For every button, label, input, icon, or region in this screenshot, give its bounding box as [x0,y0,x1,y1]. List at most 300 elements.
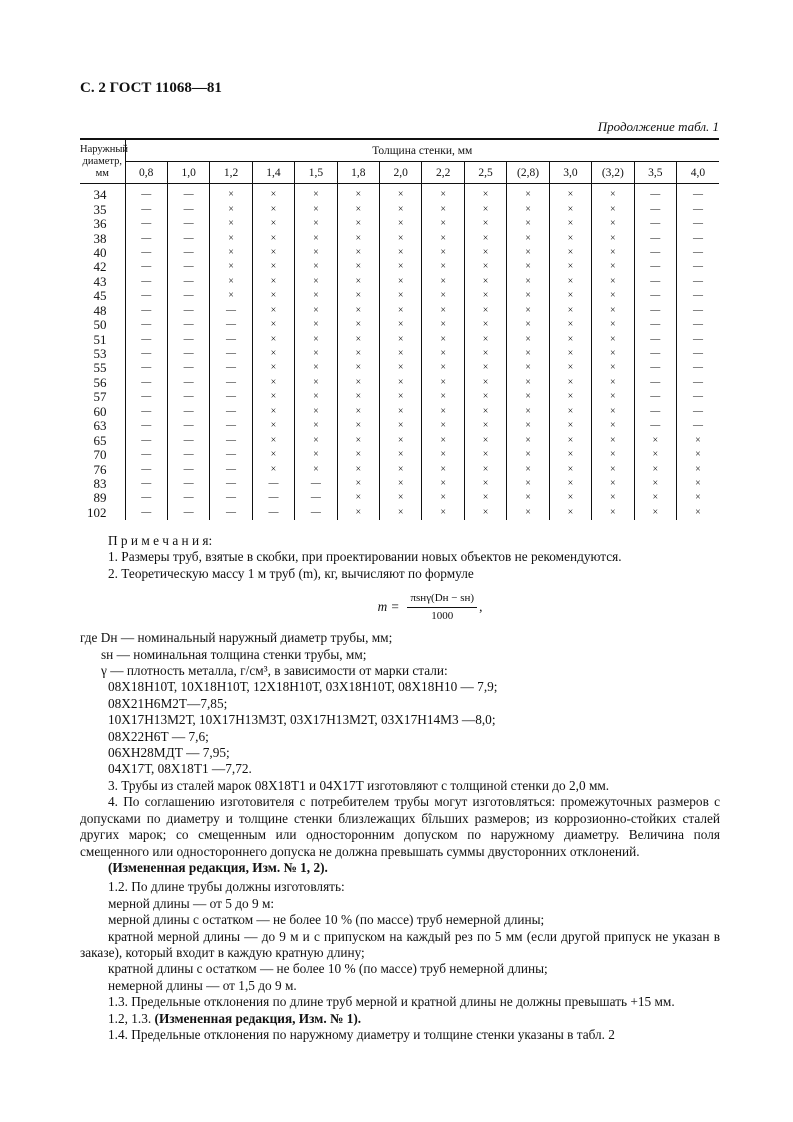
available-mark: × [507,361,549,375]
available-mark: × [295,462,337,476]
available-mark: × [337,448,379,462]
available-mark: × [592,275,634,289]
thickness-column-header: 2,0 [380,162,422,184]
table-row [80,419,719,433]
available-mark: × [676,433,719,447]
available-mark: × [422,491,464,505]
thickness-column-header: 2,2 [422,162,464,184]
diameter-cell: 48 [93,302,107,318]
diameter-cell: 56 [93,374,107,390]
unavailable-mark: — [125,260,167,274]
diameter-cell: 89 [93,490,107,506]
available-mark: × [337,477,379,491]
available-mark: × [464,419,506,433]
available-mark: × [592,390,634,404]
available-mark: × [380,376,422,390]
where-s: sн — номинальная толщина стенки трубы, мм; [101,646,367,662]
available-mark: × [549,304,591,318]
available-mark: × [464,433,506,447]
available-mark: × [252,332,294,346]
unavailable-mark: — [252,477,294,491]
diameter-header: Наружный диаметр, мм [80,139,125,184]
unavailable-mark: — [167,376,209,390]
available-mark: × [422,184,464,203]
table-row [80,390,719,404]
available-mark: × [634,462,676,476]
available-mark: × [464,376,506,390]
table-row [80,260,719,274]
diameter-cell: 34 [93,187,107,203]
unavailable-mark: — [676,361,719,375]
page-header: С. 2 ГОСТ 11068—81 [80,80,222,96]
available-mark: × [295,246,337,260]
available-mark: × [252,289,294,303]
unavailable-mark: — [634,246,676,260]
unavailable-mark: — [167,405,209,419]
available-mark: × [549,246,591,260]
available-mark: × [507,304,549,318]
available-mark: × [507,419,549,433]
unavailable-mark: — [125,491,167,505]
available-mark: × [592,289,634,303]
available-mark: × [380,405,422,419]
available-mark: × [380,506,422,520]
unavailable-mark: — [634,289,676,303]
available-mark: × [295,376,337,390]
available-mark: × [549,506,591,520]
available-mark: × [676,506,719,520]
unavailable-mark: — [125,304,167,318]
clause-1-4: 1.4. Предельные отклонения по наружному диаметру и толщине стенки указаны в табл. 2 [108,1026,615,1042]
unavailable-mark: — [634,260,676,274]
available-mark: × [634,491,676,505]
thickness-values-row [80,162,719,184]
thickness-column-header: 1,4 [252,162,294,184]
thickness-column-header: 4,0 [676,162,719,184]
table-row [80,491,719,505]
available-mark: × [549,419,591,433]
available-mark: × [337,304,379,318]
thickness-column-header: 2,5 [464,162,506,184]
unavailable-mark: — [167,318,209,332]
length-2: мерной длины с остатком — не более 10 % (по массе) труб немерной длины; [108,912,545,928]
length-3: кратной мерной длины — до 9 м и с припуском на каждый рез по 5 мм (если другой припуск не указан в заказе), который входит в каждую кратную длину; [80,928,720,960]
available-mark: × [634,506,676,520]
available-mark: × [592,405,634,419]
unavailable-mark: — [676,184,719,203]
unavailable-mark: — [125,184,167,203]
available-mark: × [295,433,337,447]
available-mark: × [337,289,379,303]
available-mark: × [252,390,294,404]
available-mark: × [592,433,634,447]
available-mark: × [210,275,252,289]
unavailable-mark: — [676,390,719,404]
steel-1: 08Х18Н10Т, 10Х18Н10Т, 12Х18Н10Т, 03Х18Н10Т, 08Х18Н10 — 7,9; [108,679,498,695]
unavailable-mark: — [167,477,209,491]
available-mark: × [295,448,337,462]
available-mark: × [549,318,591,332]
unavailable-mark: — [676,275,719,289]
available-mark: × [507,433,549,447]
table-row [80,506,719,520]
available-mark: × [507,318,549,332]
formula-denominator: 1000 [431,609,454,622]
available-mark: × [252,260,294,274]
available-mark: × [592,231,634,245]
available-mark: × [676,477,719,491]
available-mark: × [592,184,634,203]
unavailable-mark: — [210,462,252,476]
available-mark: × [549,332,591,346]
unavailable-mark: — [125,419,167,433]
available-mark: × [592,347,634,361]
unavailable-mark: — [167,462,209,476]
available-mark: × [295,419,337,433]
available-mark: × [549,260,591,274]
available-mark: × [464,506,506,520]
available-mark: × [252,462,294,476]
available-mark: × [507,448,549,462]
available-mark: × [676,491,719,505]
table-row [80,448,719,462]
table-row [80,347,719,361]
unavailable-mark: — [210,304,252,318]
available-mark: × [422,231,464,245]
notes-title: П р и м е ч а н и я: [108,533,213,548]
available-mark: × [252,448,294,462]
note-4: 4. По соглашению изготовителя с потребителем трубы могут изготовляться: промежуточных размеров с допусками по диаметру и толщине стенки близлежащих бîльших размеров; из коррозионно-стойких сталей других марок; со смещенным или односторонним допуском по наружному диаметру. Величина поля смещенного или одностороннего допуска не должна превышать суммы двусторонних отклонений. [80,794,720,859]
unavailable-mark: — [125,217,167,231]
unavailable-mark: — [125,405,167,419]
unavailable-mark: — [676,246,719,260]
unavailable-mark: — [634,347,676,361]
thickness-header: Толщина стенки, мм [125,139,719,162]
available-mark: × [464,289,506,303]
available-mark: × [380,246,422,260]
unavailable-mark: — [167,419,209,433]
available-mark: × [337,361,379,375]
available-mark: × [295,390,337,404]
steel-6: 04Х17Т, 08Х18Т1 —7,72. [108,761,252,777]
available-mark: × [337,376,379,390]
diameter-cell: 76 [93,461,107,477]
available-mark: × [295,275,337,289]
unavailable-mark: — [125,275,167,289]
table-row [80,289,719,303]
available-mark: × [337,506,379,520]
thickness-column-header: 0,8 [125,162,167,184]
thickness-column-header: 1,2 [210,162,252,184]
unavailable-mark: — [634,376,676,390]
table-row [80,405,719,419]
available-mark: × [337,275,379,289]
table-row [80,304,719,318]
unavailable-mark: — [676,376,719,390]
available-mark: × [422,361,464,375]
available-mark: × [337,217,379,231]
thickness-column-header: 3,0 [549,162,591,184]
revision-note-1: (Измененная редакция, Изм. № 1, 2). [108,859,328,875]
available-mark: × [549,217,591,231]
unavailable-mark: — [295,506,337,520]
available-mark: × [380,448,422,462]
where-gamma: γ — плотность металла, г/см³, в зависимости от марки стали: [101,663,448,679]
unavailable-mark: — [634,202,676,216]
table-row [80,332,719,346]
available-mark: × [252,184,294,203]
unavailable-mark: — [167,304,209,318]
available-mark: × [295,405,337,419]
available-mark: × [592,202,634,216]
available-mark: × [549,275,591,289]
available-mark: × [380,304,422,318]
diameter-cell: 38 [93,230,107,246]
available-mark: × [295,217,337,231]
unavailable-mark: — [125,477,167,491]
available-mark: × [507,376,549,390]
unavailable-mark: — [634,275,676,289]
available-mark: × [549,202,591,216]
available-mark: × [549,491,591,505]
thickness-column-header: 1,5 [295,162,337,184]
available-mark: × [252,318,294,332]
unavailable-mark: — [167,217,209,231]
available-mark: × [592,332,634,346]
available-mark: × [380,275,422,289]
available-mark: × [380,332,422,346]
unavailable-mark: — [210,477,252,491]
unavailable-mark: — [676,217,719,231]
available-mark: × [592,376,634,390]
available-mark: × [507,260,549,274]
unavailable-mark: — [634,332,676,346]
available-mark: × [549,477,591,491]
available-mark: × [422,332,464,346]
available-mark: × [380,361,422,375]
available-mark: × [592,506,634,520]
available-mark: × [210,217,252,231]
available-mark: × [549,347,591,361]
unavailable-mark: — [167,347,209,361]
diameter-cell: 53 [93,346,107,362]
note-2: 2. Теоретическую массу 1 м труб (m), кг, вычисляют по формуле [108,565,474,581]
formula-tail: , [479,599,483,615]
unavailable-mark: — [634,184,676,203]
available-mark: × [380,217,422,231]
available-mark: × [295,202,337,216]
available-mark: × [592,491,634,505]
unavailable-mark: — [676,289,719,303]
available-mark: × [507,477,549,491]
diameter-cell: 42 [93,259,107,275]
unavailable-mark: — [676,260,719,274]
thickness-column-header: 3,5 [634,162,676,184]
table-row [80,217,719,231]
thickness-column-header: 1,0 [167,162,209,184]
available-mark: × [337,390,379,404]
available-mark: × [507,462,549,476]
available-mark: × [380,318,422,332]
unavailable-mark: — [125,202,167,216]
diameter-cell: 102 [87,504,107,520]
available-mark: × [252,405,294,419]
available-mark: × [422,376,464,390]
diameter-cell: 57 [93,389,107,405]
available-mark: × [549,376,591,390]
unavailable-mark: — [252,506,294,520]
available-mark: × [252,361,294,375]
unavailable-mark: — [210,448,252,462]
diameter-cell: 40 [93,244,107,260]
available-mark: × [422,260,464,274]
table-row [80,462,719,476]
unavailable-mark: — [676,405,719,419]
available-mark: × [592,318,634,332]
available-mark: × [380,184,422,203]
available-mark: × [252,202,294,216]
unavailable-mark: — [167,506,209,520]
unavailable-mark: — [210,347,252,361]
available-mark: × [337,462,379,476]
available-mark: × [210,202,252,216]
revision-note-2-prefix: 1.2, 1.3. [108,1010,155,1026]
available-mark: × [592,304,634,318]
available-mark: × [337,491,379,505]
length-1: мерной длины — от 5 до 9 м: [108,895,275,911]
table-row [80,361,719,375]
available-mark: × [464,202,506,216]
available-mark: × [295,318,337,332]
unavailable-mark: — [634,217,676,231]
available-mark: × [634,433,676,447]
unavailable-mark: — [634,304,676,318]
available-mark: × [252,419,294,433]
unavailable-mark: — [676,318,719,332]
unavailable-mark: — [210,376,252,390]
unavailable-mark: — [125,390,167,404]
available-mark: × [422,202,464,216]
steel-4: 08Х22Н6Т — 7,6; [108,728,209,744]
available-mark: × [422,304,464,318]
available-mark: × [380,390,422,404]
available-mark: × [422,477,464,491]
unavailable-mark: — [676,231,719,245]
available-mark: × [464,347,506,361]
unavailable-mark: — [167,332,209,346]
available-mark: × [464,332,506,346]
available-mark: × [210,184,252,203]
available-mark: × [380,347,422,361]
unavailable-mark: — [676,332,719,346]
diameter-cell: 60 [93,403,107,419]
available-mark: × [507,289,549,303]
available-mark: × [380,260,422,274]
available-mark: × [464,217,506,231]
available-mark: × [422,246,464,260]
available-mark: × [549,231,591,245]
table-continuation-label: Продолжение табл. 1 [597,119,719,134]
available-mark: × [337,231,379,245]
available-mark: × [380,477,422,491]
available-mark: × [507,217,549,231]
available-mark: × [380,289,422,303]
available-mark: × [295,289,337,303]
thickness-column-header: (2,8) [507,162,549,184]
available-mark: × [337,246,379,260]
available-mark: × [507,390,549,404]
unavailable-mark: — [167,491,209,505]
table-row [80,246,719,260]
available-mark: × [592,419,634,433]
available-mark: × [676,462,719,476]
available-mark: × [422,318,464,332]
available-mark: × [252,246,294,260]
table-row [80,433,719,447]
steel-2: 08Х21Н6М2Т—7,85; [108,695,228,711]
clause-1-2: 1.2. По длине трубы должны изготовлять: [108,879,345,895]
available-mark: × [337,332,379,346]
available-mark: × [464,448,506,462]
available-mark: × [422,448,464,462]
unavailable-mark: — [167,390,209,404]
available-mark: × [464,184,506,203]
available-mark: × [422,433,464,447]
available-mark: × [380,433,422,447]
available-mark: × [464,318,506,332]
unavailable-mark: — [676,419,719,433]
available-mark: × [634,448,676,462]
available-mark: × [210,289,252,303]
available-mark: × [337,318,379,332]
diameter-cell: 70 [93,447,107,463]
available-mark: × [337,184,379,203]
revision-note-2-text: (Измененная редакция, Изм. № 1). [154,1010,362,1026]
available-mark: × [464,231,506,245]
available-mark: × [337,433,379,447]
unavailable-mark: — [634,390,676,404]
available-mark: × [464,246,506,260]
available-mark: × [592,260,634,274]
available-mark: × [210,231,252,245]
available-mark: × [464,390,506,404]
available-mark: × [507,405,549,419]
unavailable-mark: — [125,246,167,260]
available-mark: × [634,477,676,491]
unavailable-mark: — [167,448,209,462]
diameter-cell: 51 [93,331,107,347]
unavailable-mark: — [167,260,209,274]
unavailable-mark: — [167,275,209,289]
table-body [80,184,719,521]
available-mark: × [380,462,422,476]
available-mark: × [252,433,294,447]
available-mark: × [337,419,379,433]
unavailable-mark: — [125,289,167,303]
unavailable-mark: — [125,361,167,375]
available-mark: × [549,448,591,462]
unavailable-mark: — [210,390,252,404]
available-mark: × [549,361,591,375]
formula-fraction [407,590,477,624]
available-mark: × [252,347,294,361]
available-mark: × [464,491,506,505]
available-mark: × [676,448,719,462]
clause-1-3: 1.3. Предельные отклонения по длине труб мерной и кратной длины не должны превышать +15 мм. [108,994,675,1010]
available-mark: × [295,332,337,346]
unavailable-mark: — [210,405,252,419]
available-mark: × [295,231,337,245]
